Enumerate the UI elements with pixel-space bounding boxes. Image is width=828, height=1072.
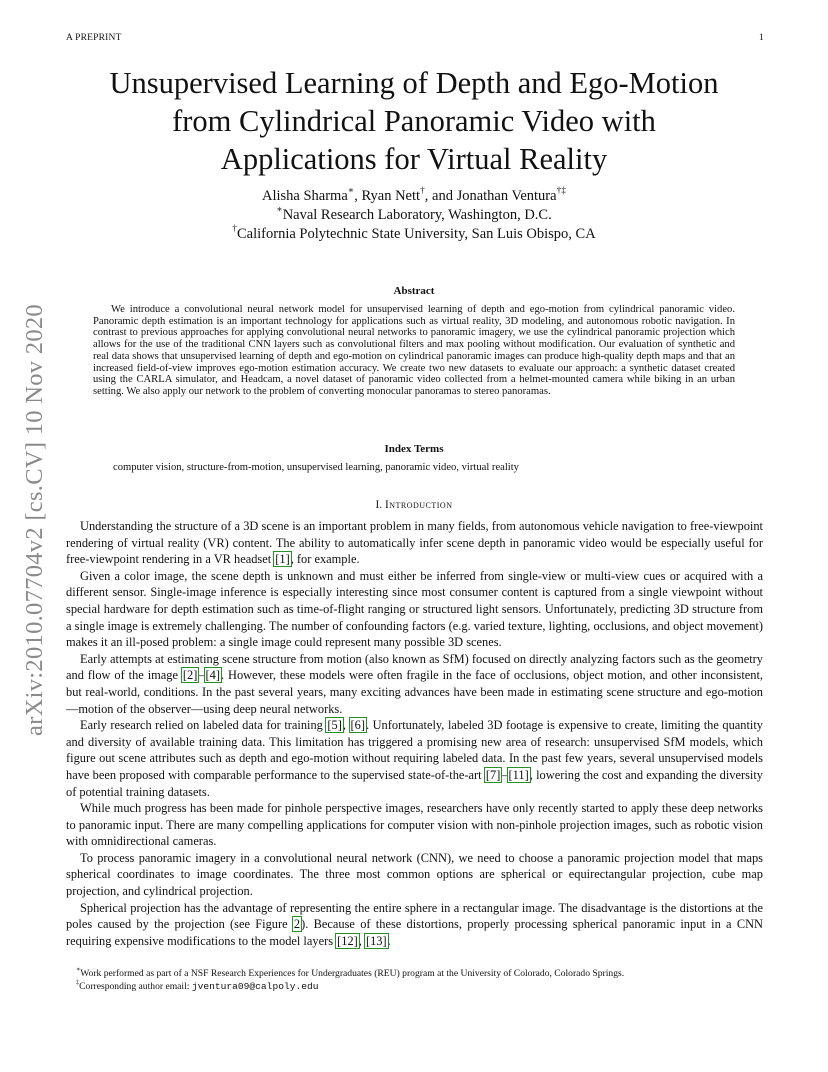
paragraph-text: To process panoramic imagery in a convolutional neural network (CNN), we need to choose a panoramic projection model that maps spherical coordinates to image coordinates. The three most common options are spherical or equirectangular projection, cube map projection, and cylindrical projection.	[66, 850, 763, 899]
paragraph-text: , lowering the cost and expanding the diversity of potential training datasets.	[66, 767, 763, 799]
paragraph	[66, 717, 763, 800]
figure-link[interactable]: 2	[293, 917, 301, 932]
author-name: Alisha Sharma	[262, 188, 348, 204]
author-block	[60, 187, 768, 244]
footnote-text: Corresponding author email:	[79, 981, 192, 992]
footnote-mark: ‡	[76, 978, 80, 986]
affiliation	[60, 225, 768, 244]
author-mark: ∗	[347, 185, 355, 196]
paragraph	[66, 651, 763, 717]
citation-link[interactable]: [11]	[508, 767, 529, 782]
paragraph-text: . However, these models were often fragile in the face of occlusions, object motion, and other inconsistent, but real-world, conditions. In the past several years, many exciting advances have been made in estimating scene structure and ego-motion—motion of the observer—using deep neural networks.	[66, 668, 764, 716]
paragraph-text: While much progress has been made for pinhole perspective images, researchers have only recently started to apply these deep networks to panoramic input. There are many compelling applications for computer vision with non-pinhole projection images, such as robotic vision with omnidirectional cameras.	[66, 801, 763, 849]
citation-link[interactable]: [13]	[365, 933, 387, 948]
section-number: I.	[375, 499, 383, 511]
paragraph-text: ,	[342, 718, 350, 733]
paragraph-text: –	[501, 767, 508, 782]
affiliation-mark: ∗	[276, 204, 283, 215]
affiliation-text: California Polytechnic State University, San Luis Obispo, CA	[237, 226, 596, 242]
paragraph-text: ). Because of these distortions, properly processing spherical panoramic input in a CNN requiring expensive modifications to the model layers	[66, 917, 763, 948]
paragraph	[66, 800, 763, 850]
paragraph-text: , for example.	[290, 552, 360, 567]
intro-body	[66, 518, 763, 949]
paragraph	[66, 568, 763, 651]
running-header: A PREPRINT	[66, 33, 122, 43]
page-number: 1	[759, 33, 764, 43]
abstract-heading: Abstract	[393, 285, 435, 297]
author-name: , and Jonathan Ventura	[424, 188, 557, 204]
title-line: Applications for Virtual Reality	[220, 142, 608, 176]
abstract-text: We introduce a convolutional neural network model for unsupervised learning of depth and ego-motion from cylindrical panoramic video. Panoramic depth estimation is an important technology for applications such as virtual reality, 3D modeling, and autonomous robotic navigation. In contrast to previous approaches for applying convolutional neural networks to panoramic imagery, we use the cylindrical panoramic projection which allows for the use of the traditional CNN layers such as convolutional filters and max pooling without modification. Our evaluation of synthetic and real data shows that unsupervised learning of depth and ego-motion on cylindrical panoramic images can produce high-quality depth maps and that an increased field-of-view improves ego-motion estimation accuracy. We create two new datasets to evaluate our approach: a synthetic dataset created using the CARLA simulator, and Headcam, a novel dataset of panoramic video collected from a helmet-mounted camera while biking in an urban setting. We also apply our network to the problem of converting monocular panoramas to stereo panoramas.	[93, 304, 735, 397]
citation-link[interactable]: [12]	[337, 933, 358, 948]
section-heading	[0, 499, 828, 511]
section-title: Introduction	[384, 499, 453, 511]
paragraph-text: Understanding the structure of a 3D scene is an important problem in many fields, from autonomous vehicle navigation to free-viewpoint rendering of virtual reality (VR) content. The ability to automatically infer scene depth in panoramic video would be especially useful for free-viewpoint rendering in a VR headset	[66, 519, 763, 567]
footnotes	[76, 967, 624, 993]
paragraph-text: Given a color image, the scene depth is unknown and must either be inferred from single-view or multi-view cues or acquired with a different sensor. Single-image inference is especially interesting since most consumer content is captured from a single viewpoint without special hardware for depth estimation such as time-of-flight ranging or structured light sensors. Unfortunately, predicting 3D structure from a single image is extremely challenging. The number of confounding factors (e.g. varied texture, lighting, occlusions, and object movement) makes it an ill-posed problem: a single image could represent many possible 3D scenes.	[66, 568, 763, 650]
paragraph-text: Early attempts at estimating scene structure from motion (also known as SfM) focused on directly analyzing factors such as the geometry and flow of the image	[66, 651, 763, 683]
paragraph-text: Early research relied on labeled data for training	[80, 718, 327, 733]
arxiv-stamp: arXiv:2010.07704v2 [cs.CV] 10 Nov 2020	[21, 304, 48, 736]
affiliation	[60, 206, 768, 225]
paragraph	[66, 850, 763, 900]
paragraph-text: ,	[358, 933, 365, 948]
footnote	[76, 980, 624, 993]
paragraph	[66, 518, 763, 568]
citation-link[interactable]: [4]	[205, 668, 220, 683]
paragraph-text: –	[198, 668, 205, 683]
paragraph	[66, 900, 763, 950]
citation-link[interactable]: [7]	[485, 767, 501, 782]
paper-title	[60, 64, 768, 178]
footnote	[76, 967, 624, 980]
author-names	[60, 187, 768, 206]
paragraph-text: .	[387, 933, 391, 948]
citation-link[interactable]: [5]	[327, 718, 342, 733]
affiliation-text: Naval Research Laboratory, Washington, D.C.	[282, 207, 552, 223]
citation-link[interactable]: [1]	[275, 552, 290, 567]
index-terms-heading: Index Terms	[384, 443, 444, 455]
title-line: Unsupervised Learning of Depth and Ego-Motion	[109, 66, 719, 100]
paragraph-text: Spherical projection has the advantage of representing the entire sphere in a rectangular image. The disadvantage is the distortions at the poles caused by the projection (see Figure	[66, 900, 763, 932]
index-terms-text: computer vision, structure-from-motion, unsupervised learning, panoramic video, virtual reality	[113, 462, 519, 473]
title-line: from Cylindrical Panoramic Video with	[172, 104, 656, 138]
affiliation-mark: †	[232, 223, 237, 234]
email-link[interactable]: jventura09@calpoly.edu	[191, 981, 319, 992]
paragraph-text: . Unfortunately, labeled 3D footage is expensive to create, limiting the quantity and diversity of available training data. This limitation has triggered a promising new area of research: unsupervised SfM models, which figure out scene attributes such as depth and ego-motion without requiring labeled data. In the past few years, several unsupervised models have been proposed with comparable performance to the supervised state-of-the-art	[66, 718, 763, 782]
citation-link[interactable]: [2]	[182, 668, 198, 683]
footnote-mark: ∗	[76, 965, 81, 973]
citation-link[interactable]: [6]	[350, 718, 365, 733]
author-mark: †	[420, 185, 425, 196]
author-name: , Ryan Nett	[354, 188, 421, 204]
footnote-text: Work performed as part of a NSF Research Experiences for Undergraduates (REU) program at the University of Colorado, Colorado Springs.	[80, 968, 625, 979]
author-mark: †‡	[556, 185, 566, 196]
